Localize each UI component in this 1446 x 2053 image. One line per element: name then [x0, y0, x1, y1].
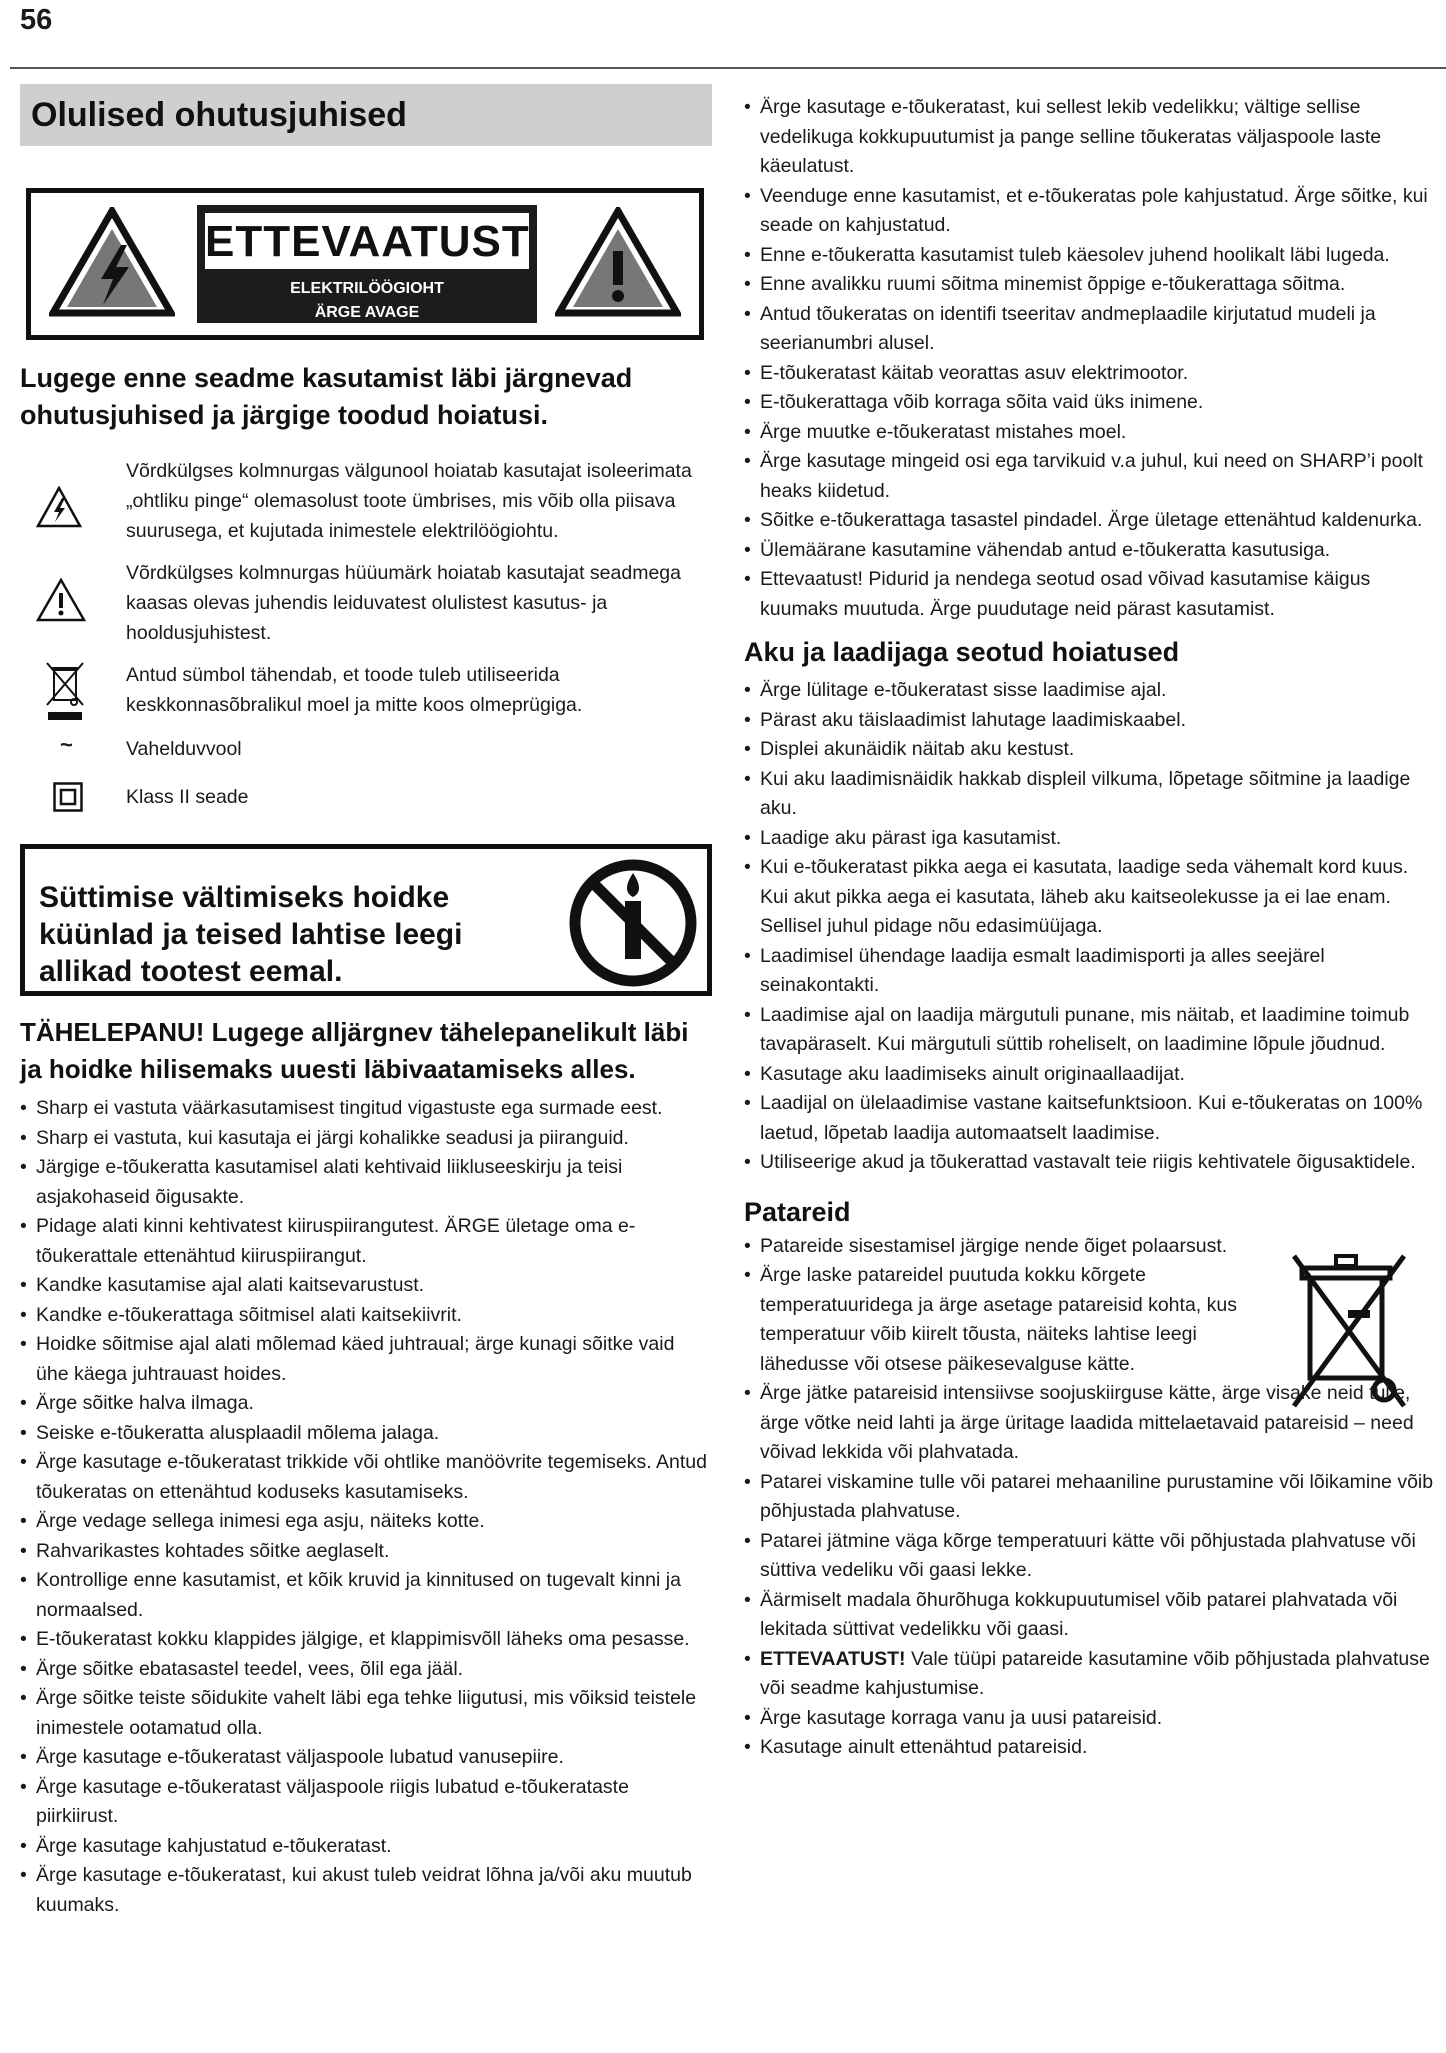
list-item: • Kandke e-tõukerattaga sõitmisel alati kaitsekiivrit.: [20, 1301, 712, 1331]
list-item: • Kui aku laadimisnäidik hakkab displeil vilkuma, lõpetage sõitmine ja laadige aku.: [744, 765, 1434, 824]
symbol-row: [20, 558, 712, 648]
list-item: • Kasutage ainult ettenähtud patareisid.: [744, 1733, 1434, 1763]
list-item: • Ärge laske patareidel puutuda kokku kõrgete temperatuuridega ja ärge asetage patareisid kohta, kus temperatuur võib kiirelt tõusta, näiteks lahtise leegi lähedusse või otsese päikesevalguse kätte.: [744, 1261, 1434, 1379]
tilde-ac-icon: ~: [60, 732, 73, 757]
list-item: • E-tõukeratast käitab veorattas asuv elektrimootor.: [744, 359, 1434, 389]
caution-line-2: ÄRGE AVAGE: [314, 304, 420, 321]
symbol-row: [20, 734, 712, 764]
list-item: • Seiske e-tõukeratta alusplaadil mõlema jalaga.: [20, 1419, 712, 1449]
list-item: • Pidage alati kinni kehtivatest kiiruspiirangutest. ÄRGE ületage oma e-tõukerattale ettenähtud kiiruspiirangut.: [20, 1212, 712, 1271]
batteries-section: [744, 1232, 1434, 1763]
list-item: • Ärge kasutage e-tõukeratast väljaspoole riigis lubatud e-tõukerataste piirkiirust.: [20, 1773, 712, 1832]
no-open-flame-icon: [567, 857, 699, 989]
header-rule: [10, 67, 1446, 69]
symbol-row: [20, 456, 712, 546]
list-item: • Ärge kasutage kahjustatud e-tõukeratast.: [20, 1832, 712, 1862]
list-item: • Sõitke e-tõukerattaga tasastel pindadel. Ärge ületage ettenähtud kaldenurka.: [744, 506, 1434, 536]
list-item: • ETTEVAATUST! Vale tüüpi patareide kasutamine võib põhjustada plahvatuse või seadme kahjustumise.: [744, 1645, 1434, 1704]
list-item: • Pärast aku täislaadimist lahutage laadimiskaabel.: [744, 706, 1434, 736]
list-item: • Sharp ei vastuta, kui kasutaja ei järgi kohalikke seadusi ja piiranguid.: [20, 1124, 712, 1154]
notice-heading: TÄHELEPANU! Lugege alljärgnev tähelepanelikult läbi ja hoidke hilisemaks uuesti läbivaatamiseks alles.: [20, 1017, 689, 1084]
list-item: • E-tõukerattaga võib korraga sõita vaid üks inimene.: [744, 388, 1434, 418]
list-item: • Patareide sisestamisel järgige nende õiget polaarsust.: [744, 1232, 1434, 1262]
list-item: • Ärge vedage sellega inimesi ega asju, näiteks kotte.: [20, 1507, 712, 1537]
batteries-list: [744, 1232, 1434, 1763]
list-item: • Ettevaatust! Pidurid ja nendega seotud osad võivad kasutamise käigus kuumaks muutuda. Ärge puudutage neid pärast kasutamist.: [744, 565, 1434, 624]
safety-list: [744, 93, 1434, 624]
list-item: • Ärge kasutage mingeid osi ega tarvikuid v.a juhul, kui need on SHARP’i poolt heaks kiidetud.: [744, 447, 1434, 506]
battery-charger-heading: Aku ja laadijaga seotud hoiatused: [744, 637, 1180, 667]
list-item: • Ärge jätke patareisid intensiivse soojuskiirguse kätte, ärge visake neid tulle, ärge võtke neid lahti ja ärge üritage laadida mittelaetavaid patareisid – need võivad lekkida või plahvatada.: [744, 1379, 1434, 1468]
batteries-heading: Patareid: [744, 1196, 851, 1227]
list-item: • Enne e-tõukeratta kasutamist tuleb käesolev juhend hoolikalt läbi lugeda.: [744, 241, 1434, 271]
list-item: • Kasutage aku laadimiseks ainult originaallaadijat.: [744, 1060, 1434, 1090]
list-item: • Ülemäärane kasutamine vähendab antud e-tõukeratta kasutusiga.: [744, 536, 1434, 566]
symbol-text: Vahelduvvool: [126, 738, 242, 760]
symbol-row: [20, 782, 712, 812]
intro-text: Lugege enne seadme kasutamist läbi järgnevad ohutusjuhised ja järgige toodud hoiatusi.: [20, 363, 633, 430]
list-item: • Ärge muutke e-tõukeratast mistahes moel.: [744, 418, 1434, 448]
list-item: • Veenduge enne kasutamist, et e-tõukeratas pole kahjustatud. Ärge sõitke, kui seade on kahjustatud.: [744, 182, 1434, 241]
list-item: • Ärge sõitke ebatasastel teedel, vees, õlil ega jääl.: [20, 1655, 712, 1685]
list-item: • Ärge lülitage e-tõukeratast sisse laadimise ajal.: [744, 676, 1434, 706]
left-column: [20, 84, 712, 1920]
list-item: • Kandke kasutamise ajal alati kaitsevarustust.: [20, 1271, 712, 1301]
exclamation-triangle-icon: [36, 578, 86, 622]
exclamation-triangle-icon: [555, 207, 681, 317]
page-number: 56: [20, 4, 53, 36]
list-item: • Ärge kasutage e-tõukeratast, kui akust tuleb veidrat lõhna ja/või aku muutub kuumaks.: [20, 1861, 712, 1920]
caution-heading: ETTEVAATUST: [205, 213, 529, 269]
list-item: • Displei akunäidik näitab aku kestust.: [744, 735, 1434, 765]
list-item: • Ärge kasutage e-tõukeratast trikkide või ohtlike manöövrite tegemiseks. Antud tõukeratas on ettenähtud koduseks kasutamiseks.: [20, 1448, 712, 1507]
lightning-triangle-icon: [36, 486, 82, 528]
list-item: • Laadige aku pärast iga kasutamist.: [744, 824, 1434, 854]
list-item: • Kui e-tõukeratast pikka aega ei kasutata, laadige seda vähemalt kord kuus. Kui akut pikka aega ei kasutata, läheb aku kaitseolekusse ja ei lae enam. Sellisel juhul pidage nõu edasimüüjaga.: [744, 853, 1434, 942]
list-item: • Utiliseerige akud ja tõukerattad vastavalt teie riigis kehtivatele õigusaktidele.: [744, 1148, 1434, 1178]
list-item: • Enne avalikku ruumi sõitma minemist õppige e-tõukerattaga sõitma.: [744, 270, 1434, 300]
list-item: • Patarei jätmine väga kõrge temperatuuri kätte või põhjustada plahvatuse või süttiva vedeliku või gaasi lekke.: [744, 1527, 1434, 1586]
caution-label: [197, 205, 537, 323]
caution-label: ETTEVAATUST!: [760, 1647, 906, 1670]
list-item: • Sharp ei vastuta väärkasutamisest tingitud vigastuste ega surmade eest.: [20, 1094, 712, 1124]
list-item: • Laadimisel ühendage laadija esmalt laadimisporti ja alles seejärel seinakontakti.: [744, 942, 1434, 1001]
list-item: • Kontrollige enne kasutamist, et kõik kruvid ja kinnitused on tugevalt kinni ja normaalsed.: [20, 1566, 712, 1625]
list-item: • Hoidke sõitmise ajal alati mõlemad käed juhtraual; ärge kunagi sõitke vaid ühe käega juhtrauast hoides.: [20, 1330, 712, 1389]
list-item: • Antud tõukeratas on identifi tseeritav andmeplaadile kirjutatud mudeli ja seerianumbri alusel.: [744, 300, 1434, 359]
list-item: • E-tõukeratast kokku klappides jälgige, et klappimisvõll läheks oma pesasse.: [20, 1625, 712, 1655]
lightning-triangle-icon: [49, 207, 175, 317]
caution-line-1: ELEKTRILÖÖGIOHT: [290, 280, 444, 297]
list-item: • Ärge sõitke halva ilmaga.: [20, 1389, 712, 1419]
battery-charger-list: [744, 676, 1434, 1178]
fire-warning-box: [20, 844, 712, 996]
list-item: • Järgige e-tõukeratta kasutamisel alati kehtivaid liikluseeskirju ja teisi asjakohaseid õigusakte.: [20, 1153, 712, 1212]
list-item: • Patarei viskamine tulle või patarei mehaaniline purustamine või lõikamine võib põhjustada plahvatuse.: [744, 1468, 1434, 1527]
symbol-text: Klass II seade: [126, 786, 249, 808]
list-item: • Ärge sõitke teiste sõidukite vahelt läbi ega tehke liigutusi, mis võiksid teistele inimestele ootamatud olla.: [20, 1684, 712, 1743]
caution-box: [26, 188, 704, 340]
fire-warning-text: Süttimise vältimiseks hoidke küünlad ja teised lahtise leegi allikad tootest eemal.: [39, 881, 463, 988]
list-item: • Ärge kasutage e-tõukeratast väljaspoole lubatud vanusepiire.: [20, 1743, 712, 1773]
crossed-bin-icon: [44, 660, 86, 722]
symbol-text: Antud sümbol tähendab, et toode tuleb utiliseerida keskkonnasõbralikul moel ja mitte koos olmeprügiga.: [126, 664, 583, 716]
symbol-text: Võrdkülgses kolmnurgas välgunool hoiatab kasutajat isoleerimata „ohtliku pinge“ olemasolust toote ümbrises, mis võib olla piisava suurusega, et kujutada inimestele elektrilöögiohtu.: [126, 460, 692, 542]
double-square-icon: [53, 782, 83, 812]
safety-list: [20, 1094, 712, 1920]
right-column: [744, 93, 1434, 1763]
list-item: • Laadimise ajal on laadija märgutuli punane, mis näitab, et laadimine toimub tavapäraselt. Kui märgutuli süttib roheliselt, on laadimine lõpule jõudnud.: [744, 1001, 1434, 1060]
list-item: • Laadijal on ülelaadimise vastane kaitsefunktsioon. Kui e-tõukeratas on 100% laetud, lõpetab laadija automaatselt laadimise.: [744, 1089, 1434, 1148]
list-item: • Rahvarikastes kohtades sõitke aeglaselt.: [20, 1537, 712, 1567]
list-item: • Ärge kasutage e-tõukeratast, kui sellest lekib vedelikku; vältige sellise vedelikuga kokkupuutumist ja pange selline tõukeratas väljaspoole laste käeulatust.: [744, 93, 1434, 182]
page-title: Olulised ohutusjuhised: [20, 84, 712, 146]
symbol-text: Võrdkülgses kolmnurgas hüüumärk hoiatab kasutajat seadmega kaasas olevas juhendis leiduvatest olulistest kasutus- ja hooldusjuhistest.: [126, 562, 681, 644]
list-item: • Äärmiselt madala õhurõhuga kokkupuutumisel võib patarei plahvatada või lekitada süttivat vedelikku või gaasi.: [744, 1586, 1434, 1645]
symbol-row: [20, 660, 712, 720]
list-item: • Ärge kasutage korraga vanu ja uusi patareisid.: [744, 1704, 1434, 1734]
